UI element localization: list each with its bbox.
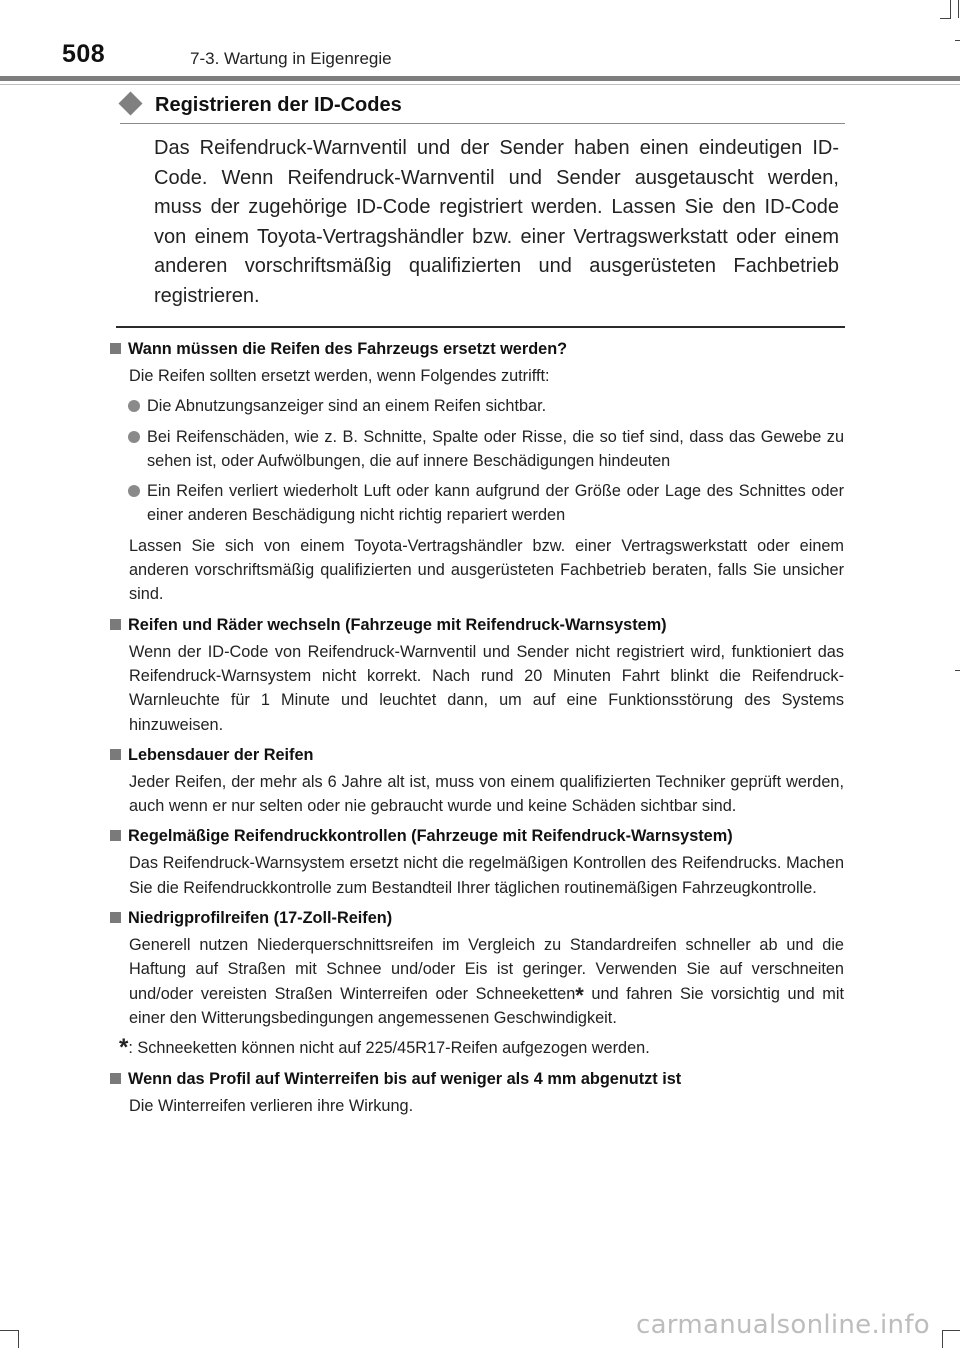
footnote: *: Schneeketten können nicht auf 225/45R17-Reifen aufgezogen werden. xyxy=(119,1034,650,1062)
square-bullet-icon xyxy=(110,343,121,354)
square-bullet-icon xyxy=(110,830,121,841)
circle-bullet-icon xyxy=(128,400,140,412)
square-bullet-icon xyxy=(110,619,121,630)
crop-mark xyxy=(940,18,951,19)
crop-mark xyxy=(955,670,960,671)
notes-content xyxy=(110,338,844,1126)
section-title: 7-3. Wartung in Eigenregie xyxy=(190,49,392,68)
topic-change xyxy=(110,614,844,737)
topic-winter xyxy=(110,1068,844,1118)
crop-mark xyxy=(950,0,951,18)
topic-title: Wann müssen die Reifen des Fahrzeugs ersetzt werden? xyxy=(110,338,844,360)
topic-text: Generell nutzen Niederquerschnittsreifen im Vergleich zu Standardreifen schneller ab und die Haftung auf Straßen mit Schnee und/oder Eis ist geringer. Verwenden Sie auf verschneiten und/oder vereisten Straßen Winterreifen oder Schneeketten* und fahren Sie vorsichtig und mit einer den Witterungsbedingungen angemessenen Geschwindigkeit. xyxy=(129,936,844,1027)
square-bullet-icon xyxy=(110,749,121,760)
list-item: Die Abnutzungsanzeiger sind an einem Reifen sichtbar. xyxy=(147,394,844,418)
topic-replace xyxy=(110,338,844,607)
crop-mark xyxy=(942,1330,943,1348)
topic-checks xyxy=(110,825,844,900)
topic-title: Lebensdauer der Reifen xyxy=(110,744,844,766)
header-rule xyxy=(0,84,960,85)
circle-bullet-icon xyxy=(128,431,140,443)
crop-mark xyxy=(958,0,959,18)
id-codes-text: Das Reifendruck-Warnventil und der Sender haben einen eindeutigen ID-Code. Wenn Reifendruck-Warnventil und Sender ausgetauscht werden, muss der zugehörige ID-Code registriert werden. Lassen Sie den ID-Code von einem Toyota-Vertragshändler bzw. einer Vertragswerkstatt oder einem anderen vorschriftsmäßig qualifizierten und ausgerüsteten Fachbetrieb registrieren. xyxy=(154,137,839,307)
topic-text: Die Winterreifen verlieren ihre Wirkung. xyxy=(129,1097,414,1116)
square-bullet-icon xyxy=(110,1073,121,1084)
square-bullet-icon xyxy=(110,912,121,923)
footnote-mark: * xyxy=(119,1034,129,1062)
topic-title: Regelmäßige Reifendruckkontrollen (Fahrzeuge mit Reifendruck-Warnsystem) xyxy=(110,825,844,847)
topic-text: Wenn der ID-Code von Reifendruck-Warnventil und Sender nicht registriert wird, funktioniert das Reifendruck-Warnsystem nicht korrekt. Nach rund 20 Minuten Fahrt blinkt die Reifendruck-Warnleuchte für 1 Minute und leuchtet dann, um auf eine Funktionsstörung des Systems hinzuweisen. xyxy=(129,642,844,734)
list-item: Bei Reifenschäden, wie z. B. Schnitte, Spalte oder Risse, die so tief sind, dass das Gewebe zu sehen ist, oder Aufwölbungen, die auf innere Beschädigungen hindeuten xyxy=(147,425,844,474)
topic-lowprofile xyxy=(110,907,844,1060)
circle-bullet-icon xyxy=(128,485,140,497)
topic-text: Die Reifen sollten ersetzt werden, wenn Folgendes zutrifft: xyxy=(129,367,550,385)
topic-life xyxy=(110,744,844,819)
id-codes-heading: Registrieren der ID-Codes xyxy=(155,94,402,116)
asterisk-mark: * xyxy=(575,982,584,1008)
crop-mark xyxy=(955,40,960,41)
page-number: 508 xyxy=(62,40,106,68)
topic-title: Niedrigprofilreifen (17-Zoll-Reifen) xyxy=(110,907,844,929)
id-codes-rule xyxy=(120,123,845,124)
crop-mark xyxy=(942,1330,960,1331)
header-band xyxy=(0,76,960,81)
topic-text: Lassen Sie sich von einem Toyota-Vertragshändler bzw. einer Vertragswerkstatt oder einem anderen vorschriftsmäßig qualifizierten und ausgerüsteten Fachbetrieb beraten, falls Sie unsicher sind. xyxy=(129,536,844,604)
topic-title: Wenn das Profil auf Winterreifen bis auf weniger als 4 mm abgenutzt ist xyxy=(110,1068,844,1090)
topic-text: Jeder Reifen, der mehr als 6 Jahre alt ist, muss von einem qualifizierten Techniker geprüft werden, auch wenn er nur selten oder nie gebraucht wurde und keine Schäden sichtbar sind. xyxy=(129,772,844,816)
topic-title: Reifen und Räder wechseln (Fahrzeuge mit Reifendruck-Warnsystem) xyxy=(110,614,844,636)
diamond-icon xyxy=(118,91,142,115)
section-divider xyxy=(116,326,845,328)
watermark: carmanualsonline.info xyxy=(635,1310,930,1340)
topic-text: Das Reifendruck-Warnsystem ersetzt nicht die regelmäßigen Kontrollen des Reifendrucks. Machen Sie die Reifendruckkontrolle zum Bestandteil Ihrer täglichen routinemäßigen Fahrzeugkontrolle. xyxy=(129,854,844,897)
crop-mark xyxy=(0,1330,18,1331)
list-item: Ein Reifen verliert wiederholt Luft oder kann aufgrund der Größe oder Lage des Schnittes oder einer anderen Beschädigung nicht richtig repariert werden xyxy=(147,479,844,528)
crop-mark xyxy=(18,1330,19,1348)
